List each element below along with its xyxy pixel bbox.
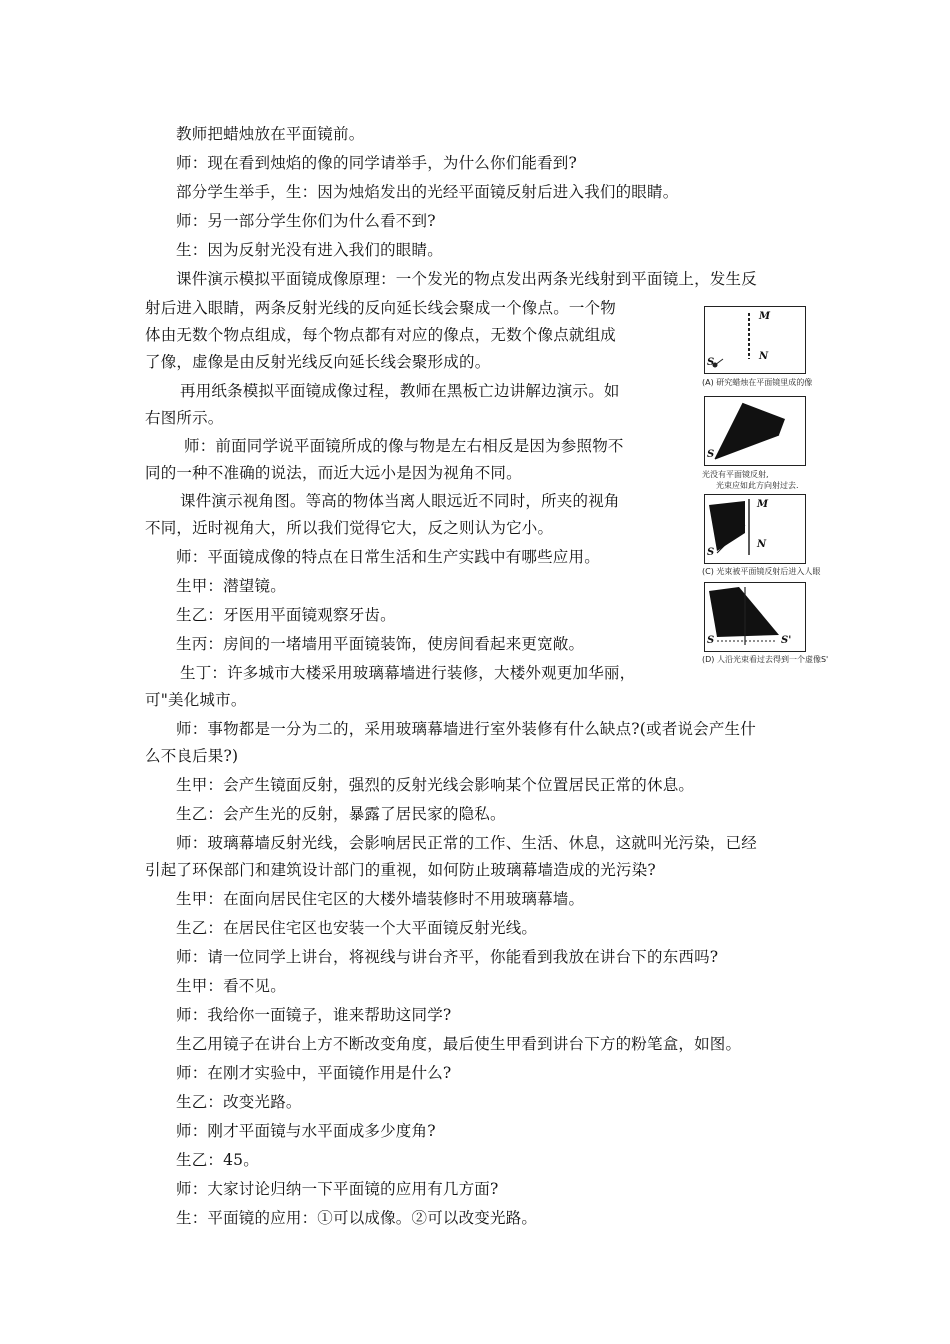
caption-d: (D) 人沿光束看过去得到一个虚像S': [702, 655, 829, 664]
label-n: N: [757, 539, 767, 550]
text-line: 课件演示模拟平面镜成像原理：一个发光的物点发出两条光线射到平面镜上，发生反: [176, 270, 757, 288]
text-line: 不同，近时视角大，所以我们觉得它大，反之则认为它小。: [145, 519, 554, 537]
label-s: S: [707, 547, 715, 558]
panel-b-drawing: [705, 397, 805, 465]
panel-a-drawing: [705, 307, 805, 373]
text-line: 师：我给你一面镜子，谁来帮助这同学?: [176, 1006, 452, 1024]
text-line: 生乙：在居民住宅区也安装一个大平面镜反射光线。: [176, 919, 538, 937]
label-m: M: [757, 499, 769, 510]
text-line: 师：事物都是一分为二的，采用玻璃幕墙进行室外装修有什么缺点?(或者说会产生什: [176, 720, 756, 738]
label-m: M: [759, 311, 771, 322]
caption-b-line2: 光束应如此方向射过去.: [716, 481, 799, 490]
text-line: 师：前面同学说平面镜所成的像与物是左右相反是因为参照物不: [184, 437, 624, 455]
text-line: 生：因为反射光没有进入我们的眼睛。: [176, 241, 443, 259]
caption-a: (A) 研究蜡烛在平面镜里成的像: [702, 378, 813, 387]
figure-panel-c: [704, 494, 806, 564]
text-line: 体由无数个物点组成，每个物点都有对应的像点，无数个像点就组成: [145, 326, 617, 344]
text-line: 可"美化城市。: [145, 691, 247, 709]
caption-c: (C) 光束被平面镜反射后进入人眼: [702, 567, 821, 576]
text-line: 么不良后果?): [145, 747, 239, 765]
text-line: 引起了环保部门和建筑设计部门的重视，如何防止玻璃幕墙造成的光污染?: [145, 861, 656, 879]
label-s: S: [707, 635, 715, 646]
text-line: 师：大家讨论归纳一下平面镜的应用有几方面?: [176, 1180, 499, 1198]
text-line: 师：另一部分学生你们为什么看不到?: [176, 212, 436, 230]
text-line: 生乙：牙医用平面镜观察牙齿。: [176, 606, 396, 624]
text-line: 生甲：在面向居民住宅区的大楼外墙装修时不用玻璃幕墙。: [176, 890, 585, 908]
text-line: 生乙：改变光路。: [176, 1093, 302, 1111]
text-line: 生甲：看不见。: [176, 977, 286, 995]
text-line: 教师把蜡烛放在平面镜前。: [176, 125, 365, 143]
text-line: 了像，虚像是由反射光线反向延长线会聚形成的。: [145, 353, 491, 371]
text-line: 射后进入眼睛，两条反射光线的反向延长线会聚成一个像点。一个物: [145, 299, 617, 317]
figure-panel-b: [704, 396, 806, 466]
text-line: 生乙：会产生光的反射，暴露了居民家的隐私。: [176, 805, 506, 823]
text-line: 生乙用镜子在讲台上方不断改变角度，最后使生甲看到讲台下方的粉笔盒，如图。: [176, 1035, 742, 1053]
text-line: 师：在刚才实验中，平面镜作用是什么?: [176, 1064, 452, 1082]
text-line: 生乙：45。: [176, 1151, 259, 1169]
text-line: 师：现在看到烛焰的像的同学请举手，为什么你们能看到?: [176, 154, 578, 172]
text-line: 部分学生举手，生：因为烛焰发出的光经平面镜反射后进入我们的眼睛。: [176, 183, 679, 201]
text-line: 师：刚才平面镜与水平面成多少度角?: [176, 1122, 436, 1140]
figure-panel-a: [704, 306, 806, 374]
text-line: 生甲：会产生镜面反射，强烈的反射光线会影响某个位置居民正常的休息。: [176, 776, 695, 794]
label-s-prime: S': [781, 635, 792, 646]
text-line: 生丙：房间的一堵墙用平面镜装饰，使房间看起来更宽敞。: [176, 635, 585, 653]
label-n: N: [759, 351, 769, 362]
text-line: 右图所示。: [145, 409, 224, 427]
caption-b-line1: 光没有平面镜反射,: [702, 470, 769, 479]
label-s: S: [707, 357, 715, 368]
text-line: 师：平面镜成像的特点在日常生活和生产实践中有哪些应用。: [176, 548, 600, 566]
text-line: 生丁：许多城市大楼采用玻璃幕墙进行装修，大楼外观更加华丽，: [180, 664, 636, 682]
text-line: 再用纸条模拟平面镜成像过程，教师在黑板亡边讲解边演示。如: [180, 382, 620, 400]
figure-panel-d: [704, 582, 806, 652]
text-line: 师：请一位同学上讲台，将视线与讲台齐平，你能看到我放在讲台下的东西吗?: [176, 948, 719, 966]
label-s: S: [707, 449, 715, 460]
text-line: 同的一种不准确的说法，而近大远小是因为视角不同。: [145, 464, 522, 482]
text-line: 师：玻璃幕墙反射光线，会影响居民正常的工作、生活、休息，这就叫光污染，已经: [176, 834, 757, 852]
text-line: 课件演示视角图。等高的物体当离人眼远近不同时，所夹的视角: [180, 492, 620, 510]
text-line: 生：平面镜的应用：①可以成像。②可以改变光路。: [176, 1209, 538, 1227]
text-line: 生甲：潜望镜。: [176, 577, 286, 595]
panel-c-drawing: [705, 495, 805, 563]
